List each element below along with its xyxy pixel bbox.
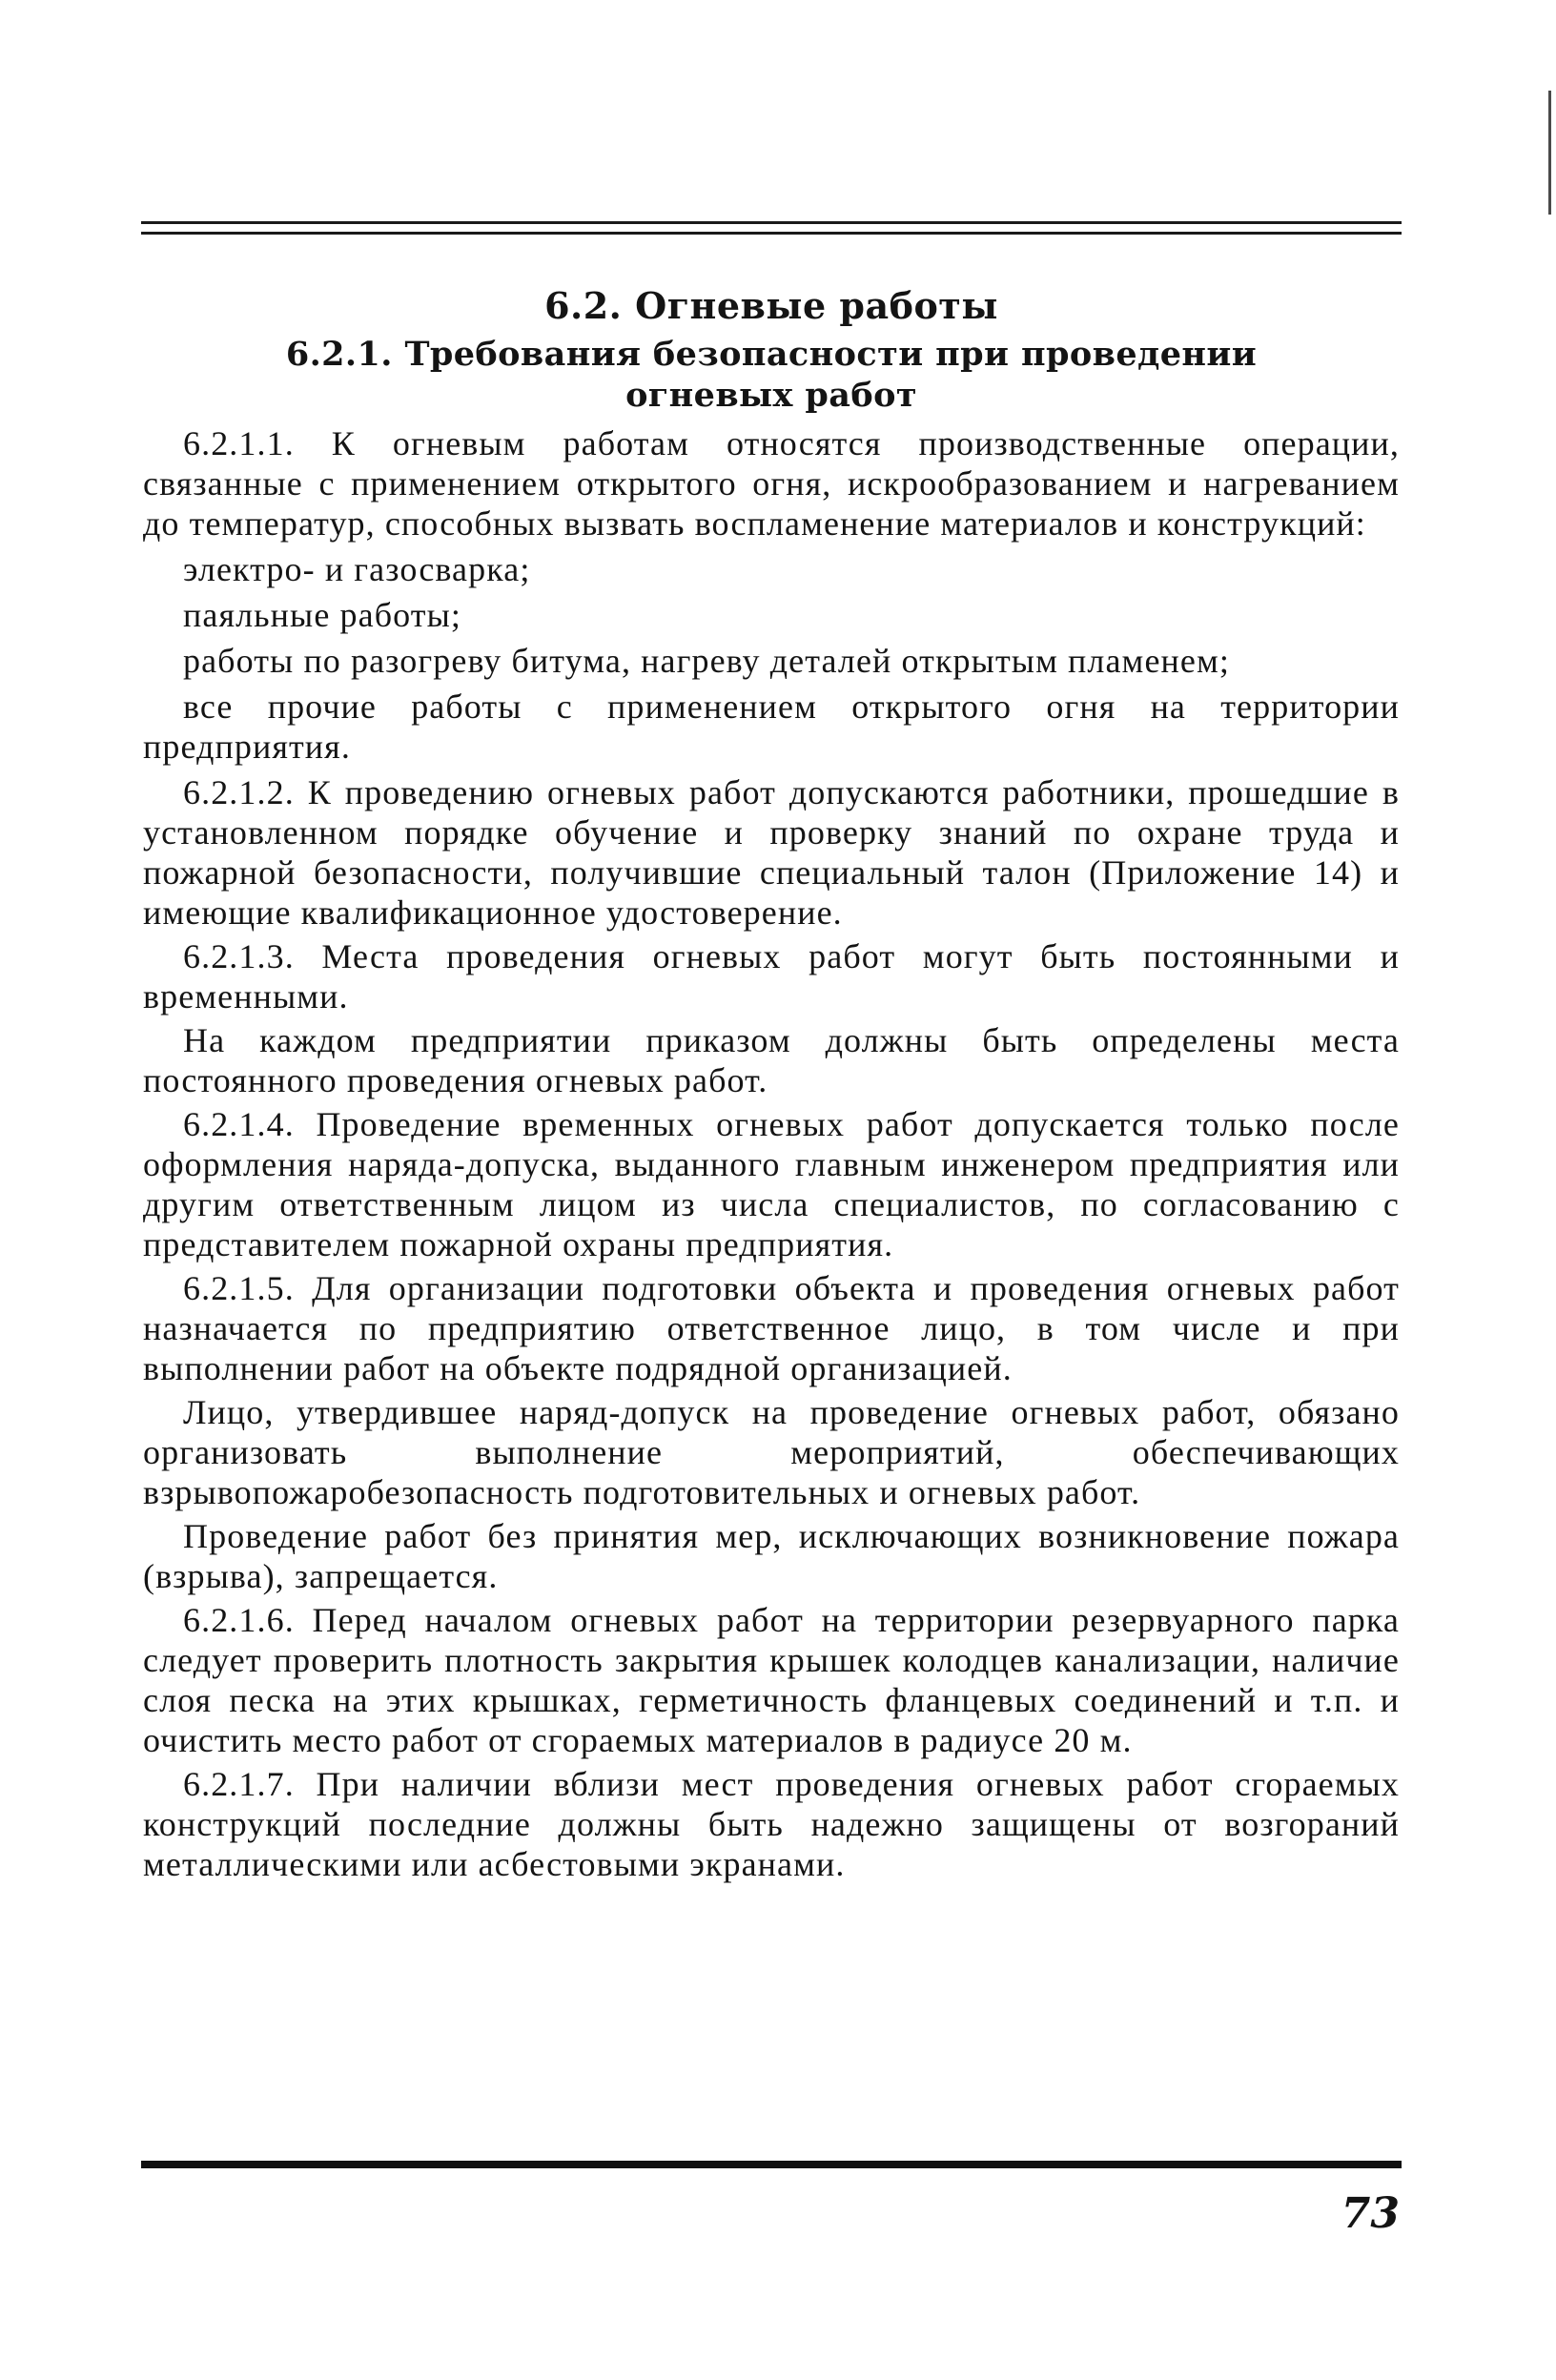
section-title: 6.2. Огневые работы [544,284,998,327]
paragraph-6-2-1-2: 6.2.1.2. К проведению огневых работ допускаются работники, прошедшие в установленном порядке обучение и проверку знаний по охране труда и пожарной безопасности, получившие специальный талон (Приложение 14) и имеющие квалификационное удостоверение. [143,773,1400,932]
paragraph-permit-holder: Лицо, утвердившее наряд-допуск на проведение огневых работ, обязано организовать выполнение мероприятий, обеспечивающих взрывопожаробезопасность подготовительных и огневых работ. [143,1393,1400,1511]
header-rule-bottom [141,232,1402,235]
paragraph-6-2-1-6: 6.2.1.6. Перед началом огневых работ на территории резервуарного парка следует проверить плотность закрытия крышек колодцев канализации, наличие слоя песка на этих крышках, герметичность фланцевых соединений и т.п. и очистить место работ от сгораемых материалов в радиусе 20 м. [143,1601,1400,1759]
paragraph-6-2-1-3: 6.2.1.3. Места проведения огневых работ могут быть постоянными и временными. [143,937,1400,1016]
list-item-other-open-fire: все прочие работы с применением открытого огня на территории предприятия. [143,687,1400,766]
subsection-title-line-2: огневых работ [625,376,917,415]
paragraph-6-2-1-7: 6.2.1.7. При наличии вблизи мест проведения огневых работ сгораемых конструкций последние должны быть надежно защищены от возгораний металлическими или асбестовыми экранами. [143,1765,1400,1883]
paragraph-6-2-1-4: 6.2.1.4. Проведение временных огневых работ допускается только после оформления наряда-допуска, выданного главным инженером предприятия или другим ответственным лицом из числа специалистов, по согласованию с представителем пожарной охраны предприятия. [143,1105,1400,1263]
paragraph-6-2-1-5: 6.2.1.5. Для организации подготовки объекта и проведения огневых работ назначается по предприятию ответственное лицо, в том числе и при выполнении работ на объекте подрядной организацией. [143,1269,1400,1387]
subsection-title-line-1: 6.2.1. Требования безопасности при проведении [285,335,1258,374]
paragraph-prohibition: Проведение работ без принятия мер, исключающих возникновение пожара (взрыва), запрещается. [143,1517,1400,1595]
paragraph-6-2-1-1: 6.2.1.1. К огневым работам относятся производственные операции, связанные с применением открытого огня, искрообразованием и нагреванием до температур, способных вызвать воспламенение материалов и конструкций: [143,424,1400,543]
page-content [143,259,1400,1888]
list-item-soldering: паяльные работы; [183,596,461,634]
page-number: 73 [1341,2189,1400,2238]
footer-rule [141,2161,1402,2168]
header-rule-top [141,221,1402,224]
scan-margin-mark [1548,91,1551,215]
paragraph-permanent-places: На каждом предприятии приказом должны быть определены места постоянного проведения огневых работ. [143,1021,1400,1099]
list-item-bitumen-heating: работы по разогреву битума, нагреву деталей открытым пламенем; [183,642,1230,680]
subsection-title [143,334,1400,416]
list-item-welding: электро- и газосварка; [183,550,531,588]
